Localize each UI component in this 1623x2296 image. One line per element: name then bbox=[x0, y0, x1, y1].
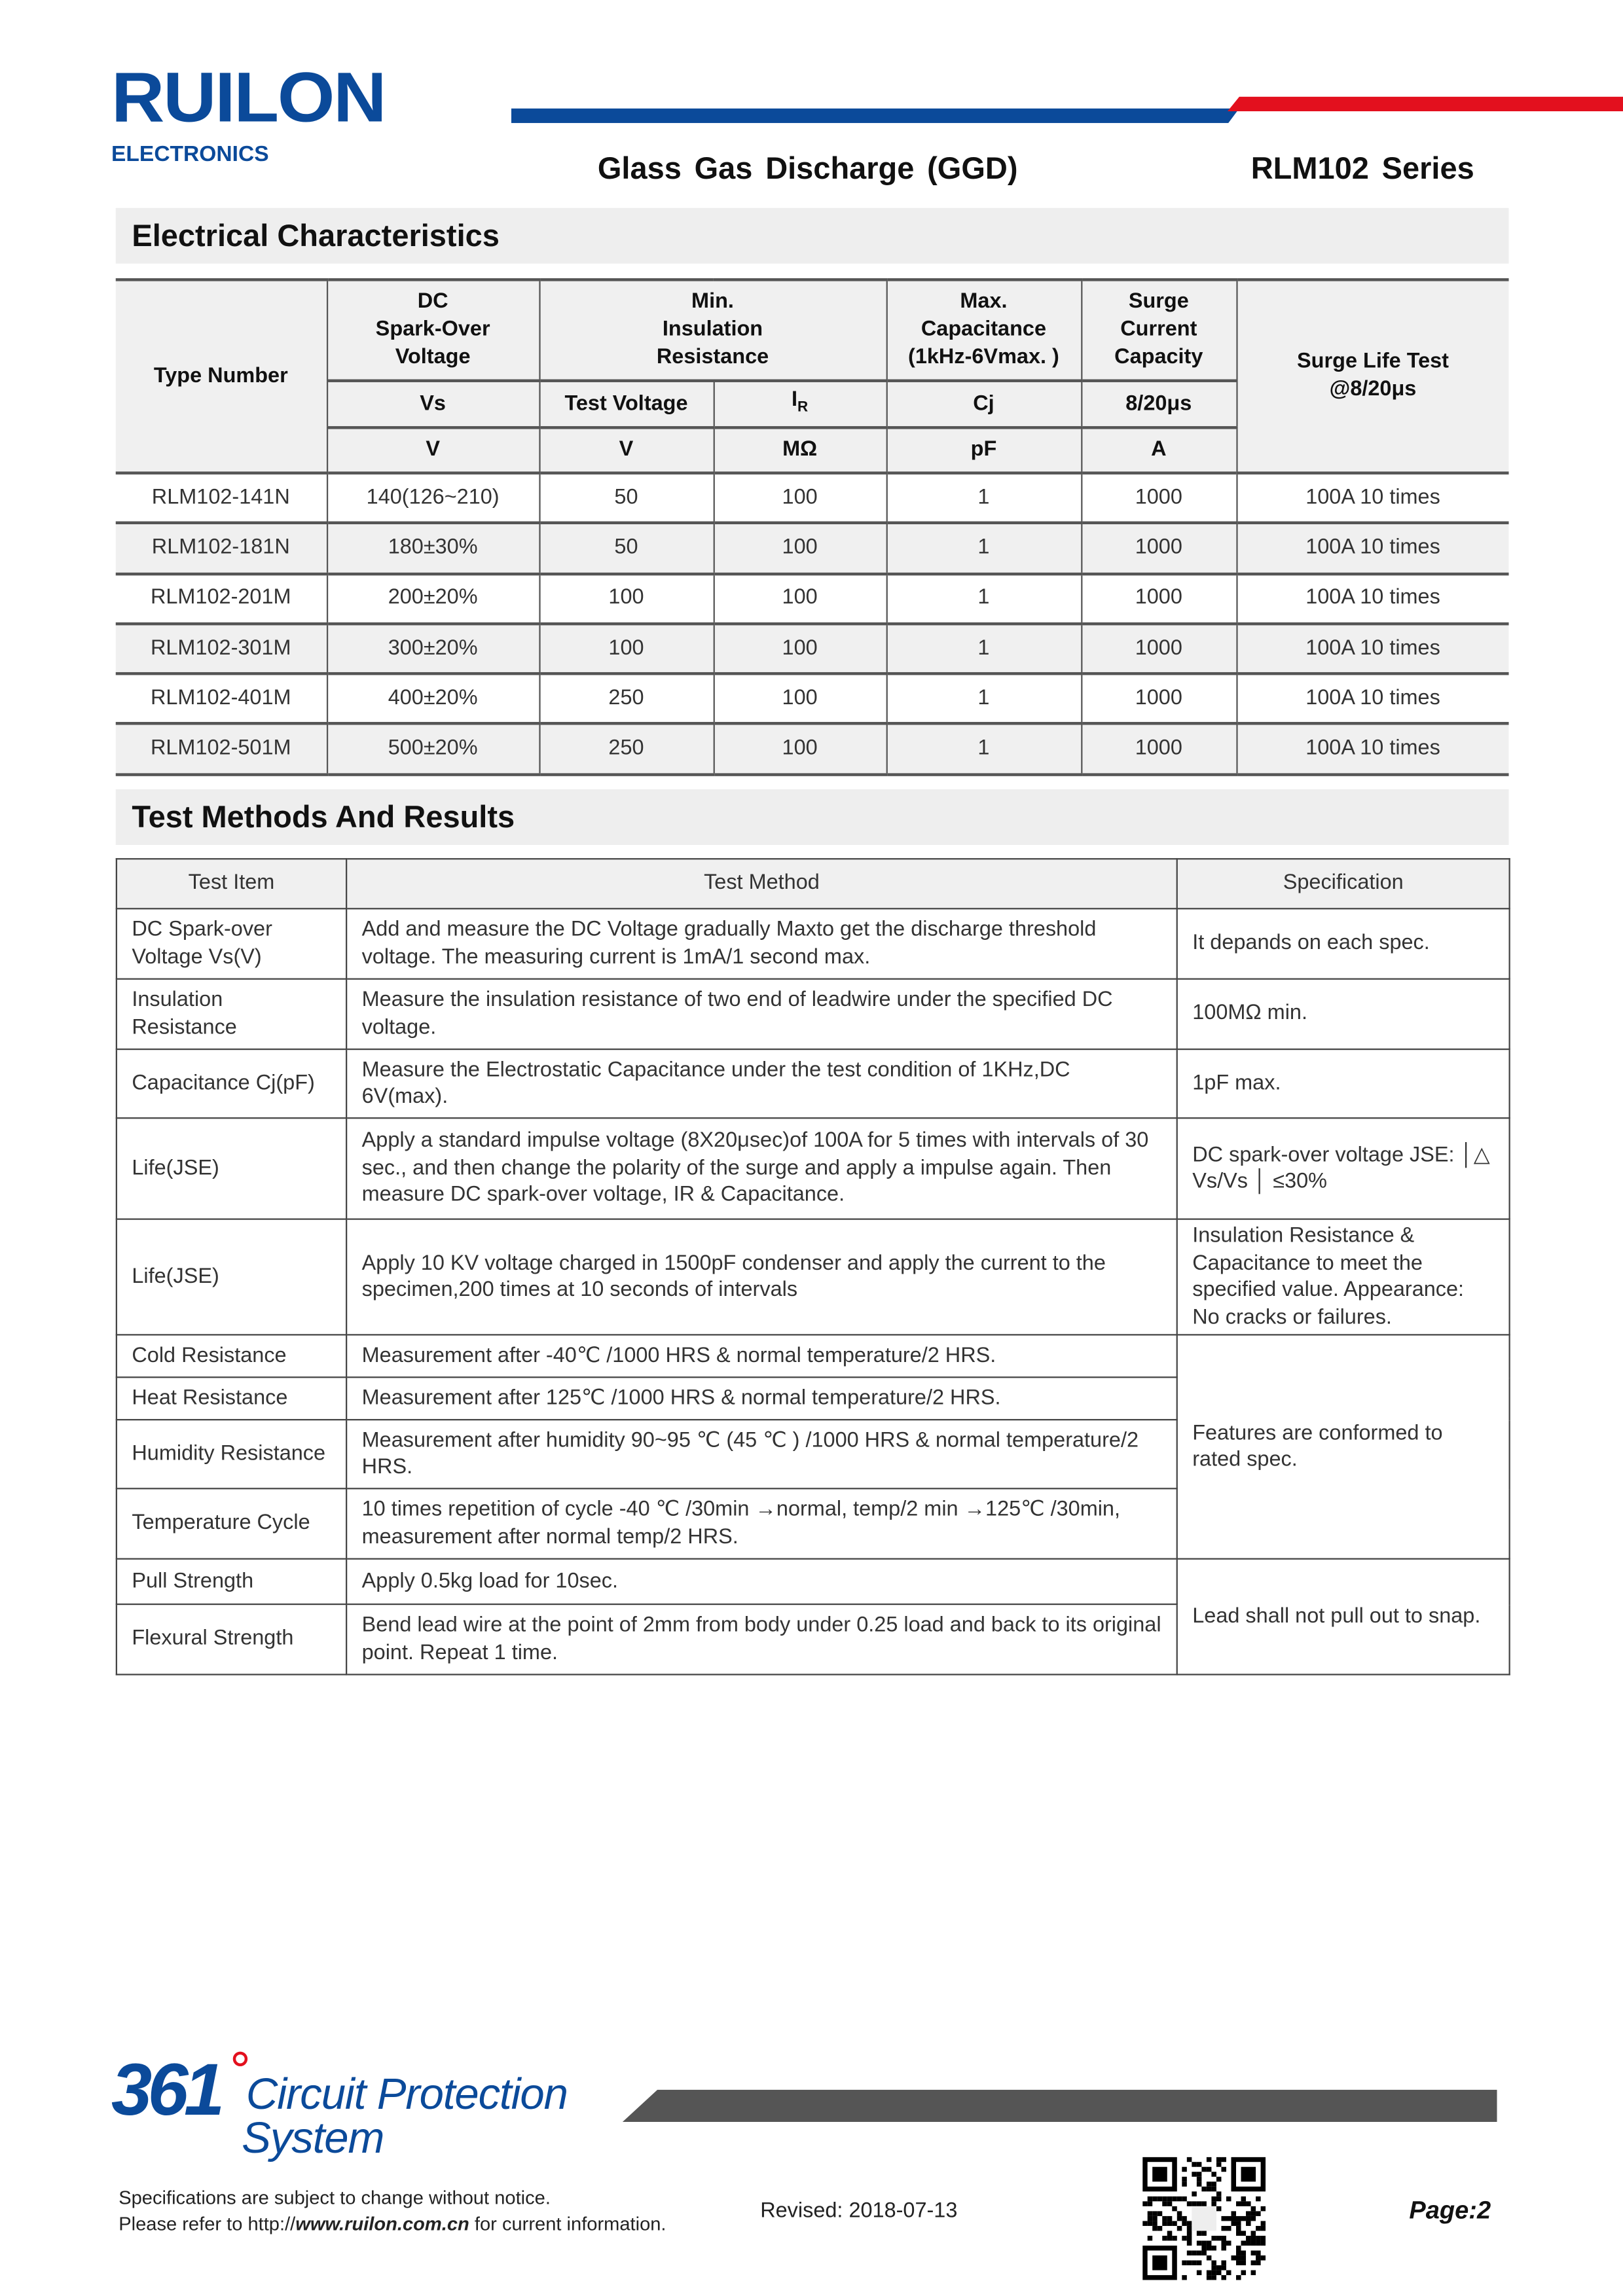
cell-dc-voltage: 300±20% bbox=[327, 624, 539, 674]
cell-type: RLM102-201M bbox=[116, 573, 327, 624]
hdr-dc: DC Spark-Over Voltage bbox=[327, 279, 539, 380]
sym-tv: Test Voltage bbox=[539, 381, 713, 428]
series-title: RLM102 Series bbox=[1250, 152, 1474, 187]
hdr-surge: Surge Current Capacity bbox=[1081, 279, 1236, 380]
cell-cj: 1 bbox=[886, 523, 1082, 573]
cell-test-method: Apply 0.5kg load for 10sec. bbox=[346, 1559, 1177, 1604]
cell-dc-voltage: 500±20% bbox=[327, 724, 539, 774]
cell-test-voltage: 250 bbox=[539, 724, 713, 774]
cell-test-item: Capacitance Cj(pF) bbox=[117, 1049, 346, 1118]
cell-life: 100A 10 times bbox=[1236, 473, 1508, 524]
table-row bbox=[116, 573, 1509, 624]
hdr-specification: Specification bbox=[1177, 859, 1510, 908]
cell-test-item: Flexural Strength bbox=[117, 1604, 346, 1674]
cell-specification: Features are conformed to rated spec. bbox=[1177, 1335, 1510, 1558]
hdr-type: Type Number bbox=[116, 279, 327, 473]
footer-grey-bar bbox=[623, 2090, 1497, 2122]
cell-cj: 1 bbox=[886, 573, 1082, 624]
cell-life: 100A 10 times bbox=[1236, 624, 1508, 674]
cell-specification: 100MΩ min. bbox=[1177, 979, 1510, 1049]
cell-test-voltage: 50 bbox=[539, 473, 713, 524]
test-methods-table bbox=[116, 858, 1510, 1675]
hdr-ir: Min. Insulation Resistance bbox=[539, 279, 886, 380]
cell-cj: 1 bbox=[886, 674, 1082, 725]
cell-test-voltage: 50 bbox=[539, 523, 713, 573]
table-row bbox=[116, 724, 1509, 774]
table-row bbox=[116, 523, 1509, 573]
footer-refer: Please refer to http://www.ruilon.com.cn for current information. bbox=[119, 2212, 666, 2235]
cell-test-voltage: 250 bbox=[539, 674, 713, 725]
hdr-cap: Max. Capacitance (1kHz-6Vmax. ) bbox=[886, 279, 1082, 380]
cell-test-voltage: 100 bbox=[539, 573, 713, 624]
section-electrical: Electrical Characteristics bbox=[116, 208, 1509, 264]
table-row bbox=[117, 1559, 1510, 1604]
website-link[interactable]: www.ruilon.com.cn bbox=[295, 2212, 469, 2235]
cell-life: 100A 10 times bbox=[1236, 523, 1508, 573]
table-row bbox=[117, 979, 1510, 1049]
cell-surge: 1000 bbox=[1081, 724, 1236, 774]
cell-test-method: Apply a standard impulse voltage (8X20μsec)of 100A for 5 times with intervals of 30 sec., and then change the polarity of the surge and apply a impulse again. Then measure DC spark-over voltage, IR & Capacitance. bbox=[346, 1118, 1177, 1219]
section-tests: Test Methods And Results bbox=[116, 789, 1509, 845]
sym-surge: 8/20μs bbox=[1081, 381, 1236, 428]
electrical-table bbox=[116, 278, 1509, 776]
table-row bbox=[117, 1219, 1510, 1335]
table-row bbox=[116, 624, 1509, 674]
cell-test-method: Measure the insulation resistance of two end of leadwire under the specified DC voltage. bbox=[346, 979, 1177, 1049]
361-logo-number: 361 bbox=[111, 2049, 221, 2131]
cell-test-method: Bend lead wire at the point of 2mm from body under 0.25 load and back to its original point. Repeat 1 time. bbox=[346, 1604, 1177, 1674]
cell-cj: 1 bbox=[886, 724, 1082, 774]
cell-dc-voltage: 140(126~210) bbox=[327, 473, 539, 524]
sym-vs: Vs bbox=[327, 381, 539, 428]
cell-cj: 1 bbox=[886, 473, 1082, 524]
cell-life: 100A 10 times bbox=[1236, 724, 1508, 774]
unit-cj: pF bbox=[886, 427, 1082, 473]
cell-test-method: Add and measure the DC Voltage gradually Maxto get the discharge threshold voltage. The measuring current is 1mA/1 second max. bbox=[346, 908, 1177, 978]
cell-dc-voltage: 180±30% bbox=[327, 523, 539, 573]
cell-test-item: Pull Strength bbox=[117, 1559, 346, 1604]
cell-test-item: Cold Resistance bbox=[117, 1335, 346, 1377]
logo-subtitle: ELECTRONICS bbox=[111, 142, 269, 168]
cell-surge: 1000 bbox=[1081, 624, 1236, 674]
361-logo-text: Circuit Protection System bbox=[242, 2070, 568, 2163]
sym-ir: $I_R$ bbox=[714, 381, 886, 428]
unit-ir: MΩ bbox=[714, 427, 886, 473]
cell-specification: It depands on each spec. bbox=[1177, 908, 1510, 978]
cell-ir: 100 bbox=[714, 473, 886, 524]
cell-specification: Lead shall not pull out to snap. bbox=[1177, 1559, 1510, 1675]
cell-test-voltage: 100 bbox=[539, 624, 713, 674]
cell-dc-voltage: 400±20% bbox=[327, 674, 539, 725]
cell-ir: 100 bbox=[714, 573, 886, 624]
cell-test-method: 10 times repetition of cycle -40 ℃ /30min →normal, temp/2 min →125℃ /30min, measurement after normal temp/2 HRS. bbox=[346, 1488, 1177, 1558]
cell-test-item: Temperature Cycle bbox=[117, 1488, 346, 1558]
cell-type: RLM102-401M bbox=[116, 674, 327, 725]
degree-icon bbox=[233, 2052, 247, 2066]
cell-surge: 1000 bbox=[1081, 523, 1236, 573]
table-row bbox=[117, 908, 1510, 978]
table-row bbox=[117, 1118, 1510, 1219]
cell-ir: 100 bbox=[714, 523, 886, 573]
cell-type: RLM102-301M bbox=[116, 624, 327, 674]
cell-test-method: Measurement after -40℃ /1000 HRS & normal temperature/2 HRS. bbox=[346, 1335, 1177, 1377]
cell-life: 100A 10 times bbox=[1236, 573, 1508, 624]
revised-date: Revised: 2018-07-13 bbox=[760, 2199, 958, 2223]
cell-specification: Insulation Resistance & Capacitance to meet the specified value. Appearance: No cracks or failures. bbox=[1177, 1219, 1510, 1335]
ruilon-logo: RUILON bbox=[111, 60, 386, 138]
footer-notice: Specifications are subject to change without notice. bbox=[119, 2186, 551, 2208]
cell-test-method: Measurement after humidity 90~95 ℃ (45 ℃ ) /1000 HRS & normal temperature/2 HRS. bbox=[346, 1420, 1177, 1488]
cell-test-item: Heat Resistance bbox=[117, 1377, 346, 1420]
cell-test-item: Life(JSE) bbox=[117, 1118, 346, 1219]
unit-vs: V bbox=[327, 427, 539, 473]
cell-type: RLM102-501M bbox=[116, 724, 327, 774]
cell-test-method: Measurement after 125℃ /1000 HRS & normal temperature/2 HRS. bbox=[346, 1377, 1177, 1420]
hdr-test-method: Test Method bbox=[346, 859, 1177, 908]
cell-ir: 100 bbox=[714, 724, 886, 774]
hdr-test-item: Test Item bbox=[117, 859, 346, 908]
unit-tv: V bbox=[539, 427, 713, 473]
cell-surge: 1000 bbox=[1081, 674, 1236, 725]
unit-a: A bbox=[1081, 427, 1236, 473]
cell-type: RLM102-141N bbox=[116, 473, 327, 524]
page-number: Page:2 bbox=[1409, 2197, 1491, 2225]
header-red-bar bbox=[1228, 97, 1623, 111]
table-row bbox=[116, 674, 1509, 725]
table-row bbox=[117, 1049, 1510, 1118]
cell-dc-voltage: 200±20% bbox=[327, 573, 539, 624]
table-row bbox=[117, 1335, 1510, 1377]
product-title: Glass Gas Discharge (GGD) bbox=[597, 152, 1018, 187]
cell-cj: 1 bbox=[886, 624, 1082, 674]
cell-specification: DC spark-over voltage JSE: │△ Vs/Vs │ ≤30% bbox=[1177, 1118, 1510, 1219]
cell-type: RLM102-181N bbox=[116, 523, 327, 573]
table-row bbox=[116, 473, 1509, 524]
qr-code-icon bbox=[1142, 2157, 1266, 2280]
sym-cj: Cj bbox=[886, 381, 1082, 428]
cell-ir: 100 bbox=[714, 674, 886, 725]
hdr-life: Surge Life Test @8/20μs bbox=[1236, 279, 1508, 473]
cell-ir: 100 bbox=[714, 624, 886, 674]
cell-life: 100A 10 times bbox=[1236, 674, 1508, 725]
cell-surge: 1000 bbox=[1081, 473, 1236, 524]
cell-specification: 1pF max. bbox=[1177, 1049, 1510, 1118]
cell-surge: 1000 bbox=[1081, 573, 1236, 624]
cell-test-method: Measure the Electrostatic Capacitance under the test condition of 1KHz,DC 6V(max). bbox=[346, 1049, 1177, 1118]
header-blue-bar bbox=[511, 109, 1239, 123]
cell-test-item: Life(JSE) bbox=[117, 1219, 346, 1335]
cell-test-item: Insulation Resistance bbox=[117, 979, 346, 1049]
cell-test-item: DC Spark-over Voltage Vs(V) bbox=[117, 908, 346, 978]
cell-test-method: Apply 10 KV voltage charged in 1500pF condenser and apply the current to the specimen,200 times at 10 seconds of intervals bbox=[346, 1219, 1177, 1335]
cell-test-item: Humidity Resistance bbox=[117, 1420, 346, 1488]
